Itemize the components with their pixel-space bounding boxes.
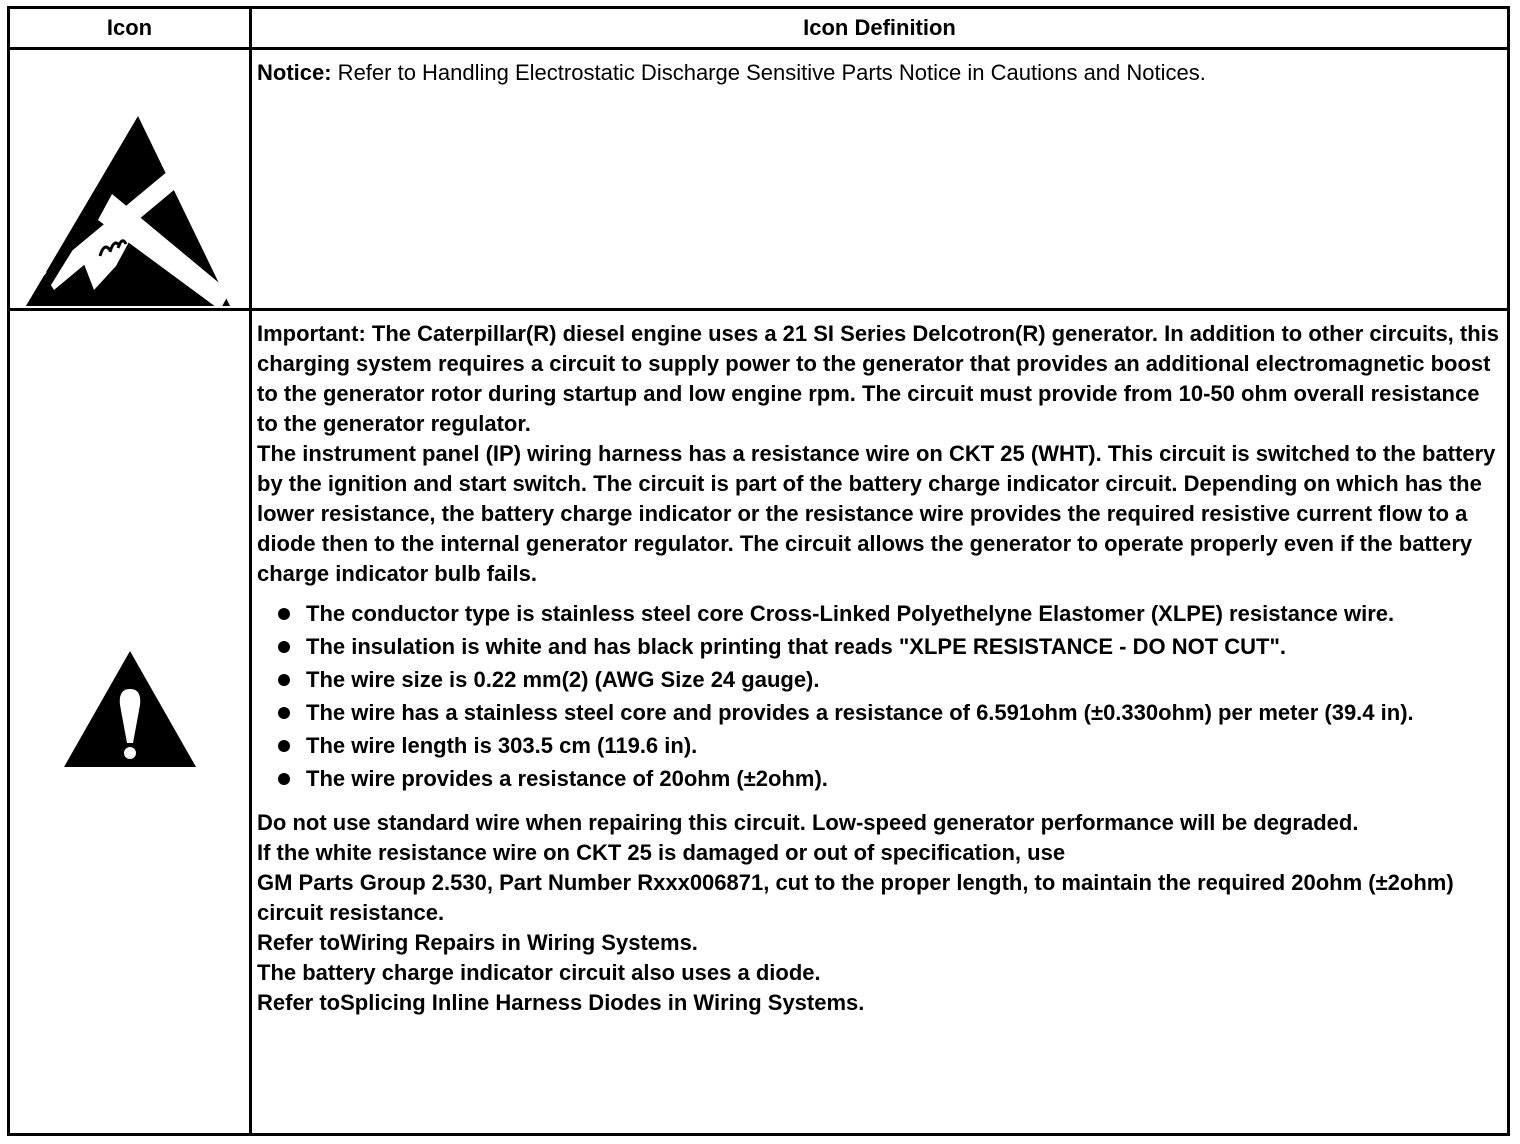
intro-paragraph: Important: The Caterpillar(R) diesel engine uses a 21 SI Series Delcotron(R) generator. In addition to other circuits, this charging system requires a circuit to supply power to the generator that provides an additional electromagnetic boost to the generator rotor during startup and low engine rpm. The circuit must provide from 10-50 ohm overall resistance to the generator regulator. [257, 321, 1500, 436]
list-item-text: The wire has a stainless steel core and provides a resistance of 6.591ohm (±0.330ohm) per meter (39.4 in). [306, 700, 1414, 725]
esd-warning-icon [24, 114, 234, 308]
list-item [257, 599, 1501, 629]
icon-definition-table [7, 6, 1510, 1136]
list-item [257, 731, 1501, 761]
notice-text [252, 50, 1507, 88]
outro-line: If the white resistance wire on CKT 25 is damaged or out of specification, use [257, 840, 1066, 865]
list-item [257, 698, 1501, 728]
header-icon: Icon [9, 8, 251, 49]
list-item-text: The insulation is white and has black printing that reads "XLPE RESISTANCE - DO NOT CUT". [306, 634, 1287, 659]
bullet-icon [278, 707, 290, 719]
notice-body: Refer to Handling Electrostatic Discharge Sensitive Parts Notice in Cautions and Notices. [331, 60, 1206, 85]
splicing-diodes-reference: Refer toSplicing Inline Harness Diodes in Wiring Systems. [257, 990, 865, 1015]
icon-cell [9, 310, 251, 1135]
spec-list [257, 599, 1501, 794]
list-item [257, 665, 1501, 695]
icon-cell [9, 49, 251, 310]
intro-paragraph: The instrument panel (IP) wiring harness has a resistance wire on CKT 25 (WHT). This circuit is switched to the battery by the ignition and start switch. The circuit is part of the battery charge indicator circuit. Depending on which has the lower resistance, the battery charge indicator or the resistance wire provides the required resistive current flow to a diode then to the internal generator regulator. The circuit allows the generator to operate properly even if the battery charge indicator bulb fails. [257, 441, 1496, 586]
caution-icon [62, 649, 198, 769]
table-row [9, 310, 1509, 1135]
list-item [257, 764, 1501, 794]
definition-cell [251, 310, 1509, 1135]
list-item-text: The wire length is 303.5 cm (119.6 in). [306, 733, 698, 758]
header-icon-definition: Icon Definition [251, 8, 1509, 49]
bullet-icon [278, 740, 290, 752]
list-item-text: The conductor type is stainless steel core Cross-Linked Polyethelyne Elastomer (XLPE) resistance wire. [306, 601, 1395, 626]
list-item [257, 632, 1501, 662]
bullet-icon [278, 674, 290, 686]
wiring-repairs-reference: Refer toWiring Repairs in Wiring Systems. [257, 930, 698, 955]
outro-line: Do not use standard wire when repairing this circuit. Low-speed generator performance will be degraded. [257, 810, 1359, 835]
bullet-icon [278, 608, 290, 620]
list-item-text: The wire provides a resistance of 20ohm (±2ohm). [306, 766, 828, 791]
notice-label: Notice: [257, 60, 332, 85]
table-row [9, 49, 1509, 310]
outro-line: GM Parts Group 2.530, Part Number Rxxx006871, cut to the proper length, to maintain the required 20ohm (±2ohm) circuit resistance. [257, 870, 1454, 925]
bullet-icon [278, 773, 290, 785]
bullet-icon [278, 641, 290, 653]
table-header-row [9, 8, 1509, 49]
list-item-text: The wire size is 0.22 mm(2) (AWG Size 24 gauge). [306, 667, 820, 692]
outro-line: The battery charge indicator circuit also uses a diode. [257, 960, 821, 985]
important-text [252, 311, 1507, 1018]
definition-cell [251, 49, 1509, 310]
